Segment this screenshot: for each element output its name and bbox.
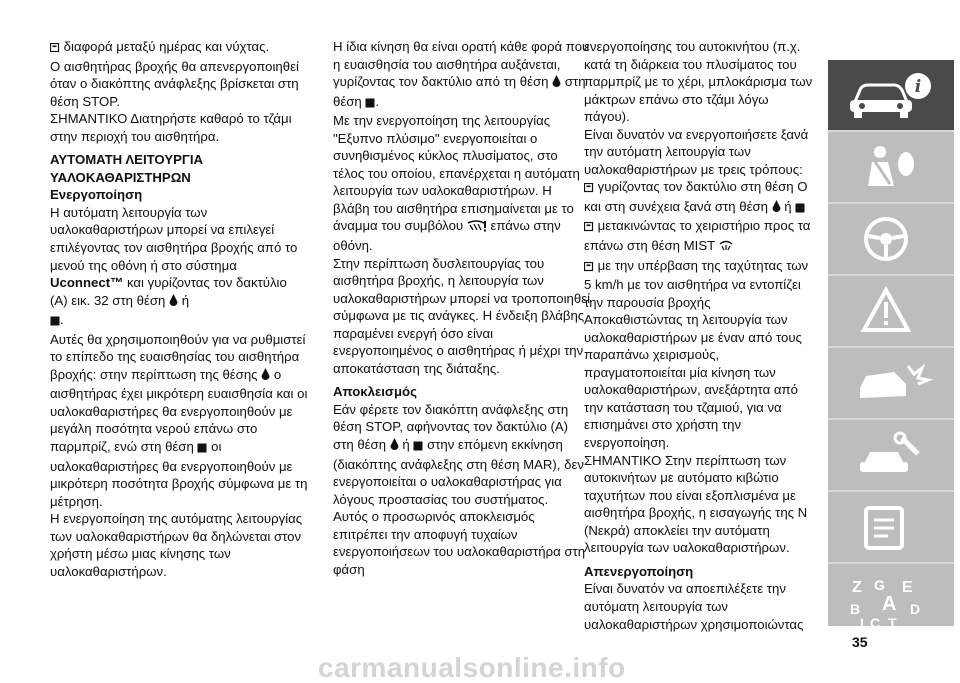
rain-sensitivity-high-icon [365, 95, 375, 113]
paragraph [50, 331, 308, 510]
list-item [584, 178, 816, 217]
warning-light-icon [846, 286, 938, 336]
index-alphabet-icon [846, 574, 938, 630]
chapter-tab-warning-lights[interactable] [828, 276, 954, 348]
paragraph: Η ενεργοποίηση της αυτόματης λειτουργίας των υαλοκαθαριστήρων θα δηλώνεται στον χρήστη μέσω μιας κίνησης των υαλοκαθαριστήρων. [50, 511, 303, 579]
list-item [584, 217, 816, 256]
chapter-tab-starting-driving[interactable] [828, 204, 954, 276]
checkbox-bullet-icon [584, 259, 594, 277]
mist-wiper-icon [719, 239, 733, 257]
svg-text:C: C [870, 615, 881, 630]
rain-sensor-fault-icon [467, 219, 487, 237]
chapter-tab-safety[interactable] [828, 132, 954, 204]
important-note: ΣΗΜΑΝΤΙΚΟ Διατηρήστε καθαρό το τζάμι στην περιοχή του αισθητήρα. [50, 111, 292, 144]
paragraph-text: ή [402, 437, 410, 453]
paragraph-text: Η αυτόματη λειτουργία των υαλοκαθαριστήρων μπορεί να επιλεγεί επιλέγοντας τον αισθητήρα βροχής από το μενού της οθόνη ή στο σύστημα [50, 204, 298, 273]
paragraph [50, 38, 308, 58]
paragraph: Ο αισθητήρας βροχής θα απενεργοποιηθεί όταν ο διακόπτης ανάφλεξης βρίσκεται στη θέση STOP. [50, 58, 299, 109]
paragraph-text: επάνω στην οθόνη. [333, 218, 561, 254]
paragraph: Είναι δυνατόν να αποεπιλέξετε την αυτόματη λειτουργία των υαλοκαθαριστήρων χρησιμοποιώντας [584, 581, 804, 632]
rain-sensitivity-high-icon [50, 313, 60, 331]
chapter-tab-maintenance[interactable] [828, 420, 954, 492]
text-column-2 [333, 38, 591, 578]
watermark: carmanualsonline.info [318, 652, 958, 683]
paragraph-text: και γυρίζοντας τον δακτύλιο (A) εικ. 32 στη θέση [50, 275, 287, 308]
paragraph [333, 112, 591, 254]
list-item-text: ή [784, 198, 792, 214]
rain-sensitivity-low-icon [772, 200, 781, 218]
rain-sensitivity-high-icon [413, 438, 423, 456]
paragraph-text: στην επόμενη εκκίνηση (διακόπτης ανάφλεξης στη θέση MAR), δεν ενεργοποιείται ο υαλοκαθαριστήρας για λόγους προστασίας του συστήματος. [333, 437, 584, 507]
rain-sensitivity-low-icon [390, 438, 399, 456]
checkbox-bullet-icon [50, 40, 60, 58]
svg-text:B: B [850, 601, 861, 617]
paragraph: Είναι δυνατόν να ενεργοποιήσετε ξανά την αυτόματη λειτουργία των υαλοκαθαριστήρων με τρεις τρόπους: [584, 126, 809, 177]
chapter-tab-knowing-car[interactable] [828, 60, 954, 132]
svg-text:A: A [882, 593, 897, 615]
paragraph: Αποκαθιστώντας τη λειτουργία των υαλοκαθαριστήρων με έναν από τους παραπάνω χειρισμούς, πραγματοποιείται μία κίνηση των υαλοκαθαριστήρων, ανεξάρτητα από την κατάσταση του τζαμιού, για να επισημάνει στο χρήστη την ενεργοποίηση. [584, 312, 802, 451]
tech-data-icon [846, 502, 938, 552]
svg-text:D: D [910, 601, 921, 617]
paragraph-text: Εάν φέρετε τον διακόπτη ανάφλεξης στη θέση STOP, αφήνοντας τον δακτύλιο (A) στη θέση [333, 401, 569, 453]
steering-wheel-icon [846, 214, 938, 264]
paragraph: Η ίδια κίνηση θα είναι ορατή κάθε φορά που η ευαισθησία του αισθητήρα αυξάνεται, γυρίζοντας τον δακτύλιο από τη θέση στη θέση . [333, 38, 591, 112]
paragraph-text: ή [181, 292, 190, 308]
section-heading-line1: ΑΥΤΟΜΑΤΗ ΛΕΙΤΟΥΡΓΙΑ [50, 152, 204, 168]
chapter-sidebar [828, 60, 954, 630]
chapter-tab-emergency[interactable] [828, 348, 954, 420]
paragraph-text: διαφορά μεταξύ ημέρας και νύχτας. [63, 39, 270, 54]
seatbelt-airbag-icon [846, 142, 938, 192]
paragraph-text: στη θέση [333, 74, 586, 109]
list-item [584, 257, 816, 312]
text-column-3 [584, 38, 816, 633]
checkbox-bullet-icon [584, 180, 594, 198]
checkbox-bullet-icon [584, 219, 594, 237]
paragraph-text: Η ίδια κίνηση θα είναι ορατή κάθε φορά που η ευαισθησία του αισθητήρα αυξάνεται, γυρίζοντας τον δακτύλιο από τη θέση [333, 39, 590, 90]
paragraph: Η αυτόματη λειτουργία των υαλοκαθαριστήρων μπορεί να επιλεγεί επιλέγοντας τον αισθητήρα βροχής από το μενού της οθόνη ή στο σύστημα Uconnect™ και γυρίζοντας τον δακτύλιο (A) εικ. 32 στη θέση ή . [50, 204, 308, 331]
section-heading-line2: ΥΑΛΟΚΑΘΑΡΙΣΤΗΡΩΝ [50, 169, 191, 185]
list-item-text: γυρίζοντας τον δακτύλιο στη θέση O και στη συνέχεια ξανά στη θέση [584, 179, 808, 214]
paragraph: Αυτός ο προσωρινός αποκλεισμός επιτρέπει την αποφυγή τυχαίων ενεργοποιήσεων του υαλοκαθαριστήρα στη φάση [333, 509, 586, 577]
car-crash-icon [846, 358, 938, 408]
page-number: 35 [852, 634, 868, 650]
rain-sensitivity-low-icon [261, 368, 270, 386]
chapter-tab-technical-data[interactable] [828, 492, 954, 564]
list-item-text: με την υπέρβαση της ταχύτητας των 5 km/h με τον αισθητήρα να εντοπίζει την παρουσία βροχής [584, 257, 809, 310]
paragraph: ενεργοποίησης του αυτοκινήτου (π.χ. κατά τη διάρκεια του πλυσίματος του παρμπρίζ με το χέρι, μπλοκάρισμα των μάκτρων επάνω στο τζάμι λόγω πάγου). [584, 39, 813, 125]
text-column-1 [50, 38, 308, 580]
subsection-heading: Ενεργοποίηση [50, 187, 143, 203]
paragraph-text: οι υαλοκαθαριστήρες θα ενεργοποιηθούν με μικρότερη ποσότητα βροχής σύμφωνα με τη μέτρηση. [50, 439, 308, 509]
svg-text:E: E [902, 579, 913, 596]
section-heading: Αποκλεισμός [333, 384, 417, 400]
brand-name: Uconnect™ [50, 275, 124, 291]
rain-sensitivity-high-icon [795, 200, 805, 218]
list-item-text: μετακινώντας το χειριστήριο προς τα επάνω στη θέση MIST [584, 218, 811, 254]
paragraph-text: ο αισθητήρας έχει μικρότερη ευαισθησία και οι υαλοκαθαριστήρες θα ενεργοποιηθούν με μεγάλη ποσότητα νερού επάνω στο παρμπρίζ, ενώ στη θέση [50, 366, 308, 455]
section-heading: Απενεργοποίηση [584, 563, 694, 579]
car-info-icon [846, 70, 938, 120]
wrench-car-icon [846, 430, 938, 480]
chapter-tab-index[interactable] [828, 564, 954, 634]
svg-text:Z: Z [852, 579, 862, 596]
important-note: ΣΗΜΑΝΤΙΚΟ Στην περίπτωση των αυτοκινήτων με αυτόματο κιβώτιο ταχυτήτων που είναι εξοπλισμένα με αισθητήρα βροχής, η εισαγωγής της N (Νεκρά) αποκλείει την αυτόματη λειτουργία των υαλοκαθαριστήρων. [584, 452, 808, 556]
svg-text:G: G [874, 577, 885, 593]
rain-sensitivity-high-icon [197, 440, 207, 458]
rain-sensitivity-low-icon [169, 294, 178, 312]
rain-sensitivity-low-icon [552, 75, 561, 93]
paragraph [333, 401, 591, 508]
paragraph-text: Αυτές θα χρησιμοποιηθούν για να ρυθμιστεί το επίπεδο της ευαισθησίας του αισθητήρα βροχής: στην περίπτωση της θέσης [50, 331, 306, 382]
paragraph: Στην περίπτωση δυσλειτουργίας του αισθητήρα βροχής, η λειτουργία των υαλοκαθαριστήρων μπορεί να τροποποιηθεί σύμφωνα με τις ανάγκες. Η ένδειξη βλάβης παραμένει ενεργή όσο είναι ενεργοποιημένος ο αισθητήρας ή μέχρι την αποκατάσταση της διάταξης. [333, 255, 591, 376]
svg-text:T: T [888, 615, 897, 630]
svg-text:I: I [860, 615, 864, 630]
paragraph-text: Με την ενεργοποίηση της λειτουργίας "Εξυπνο πλύσιμο" ενεργοποιείται ο συνηθισμένος κύκλος πλυσίματος, στο τέλος του οποίου, επανέρχεται η αυτόματη λειτουργία των υαλοκαθαριστήρων. Η βλάβη του αισθητήρα επισημαίνεται με το άναμμα του συμβόλου [333, 113, 580, 234]
svg-text:i: i [914, 77, 922, 97]
